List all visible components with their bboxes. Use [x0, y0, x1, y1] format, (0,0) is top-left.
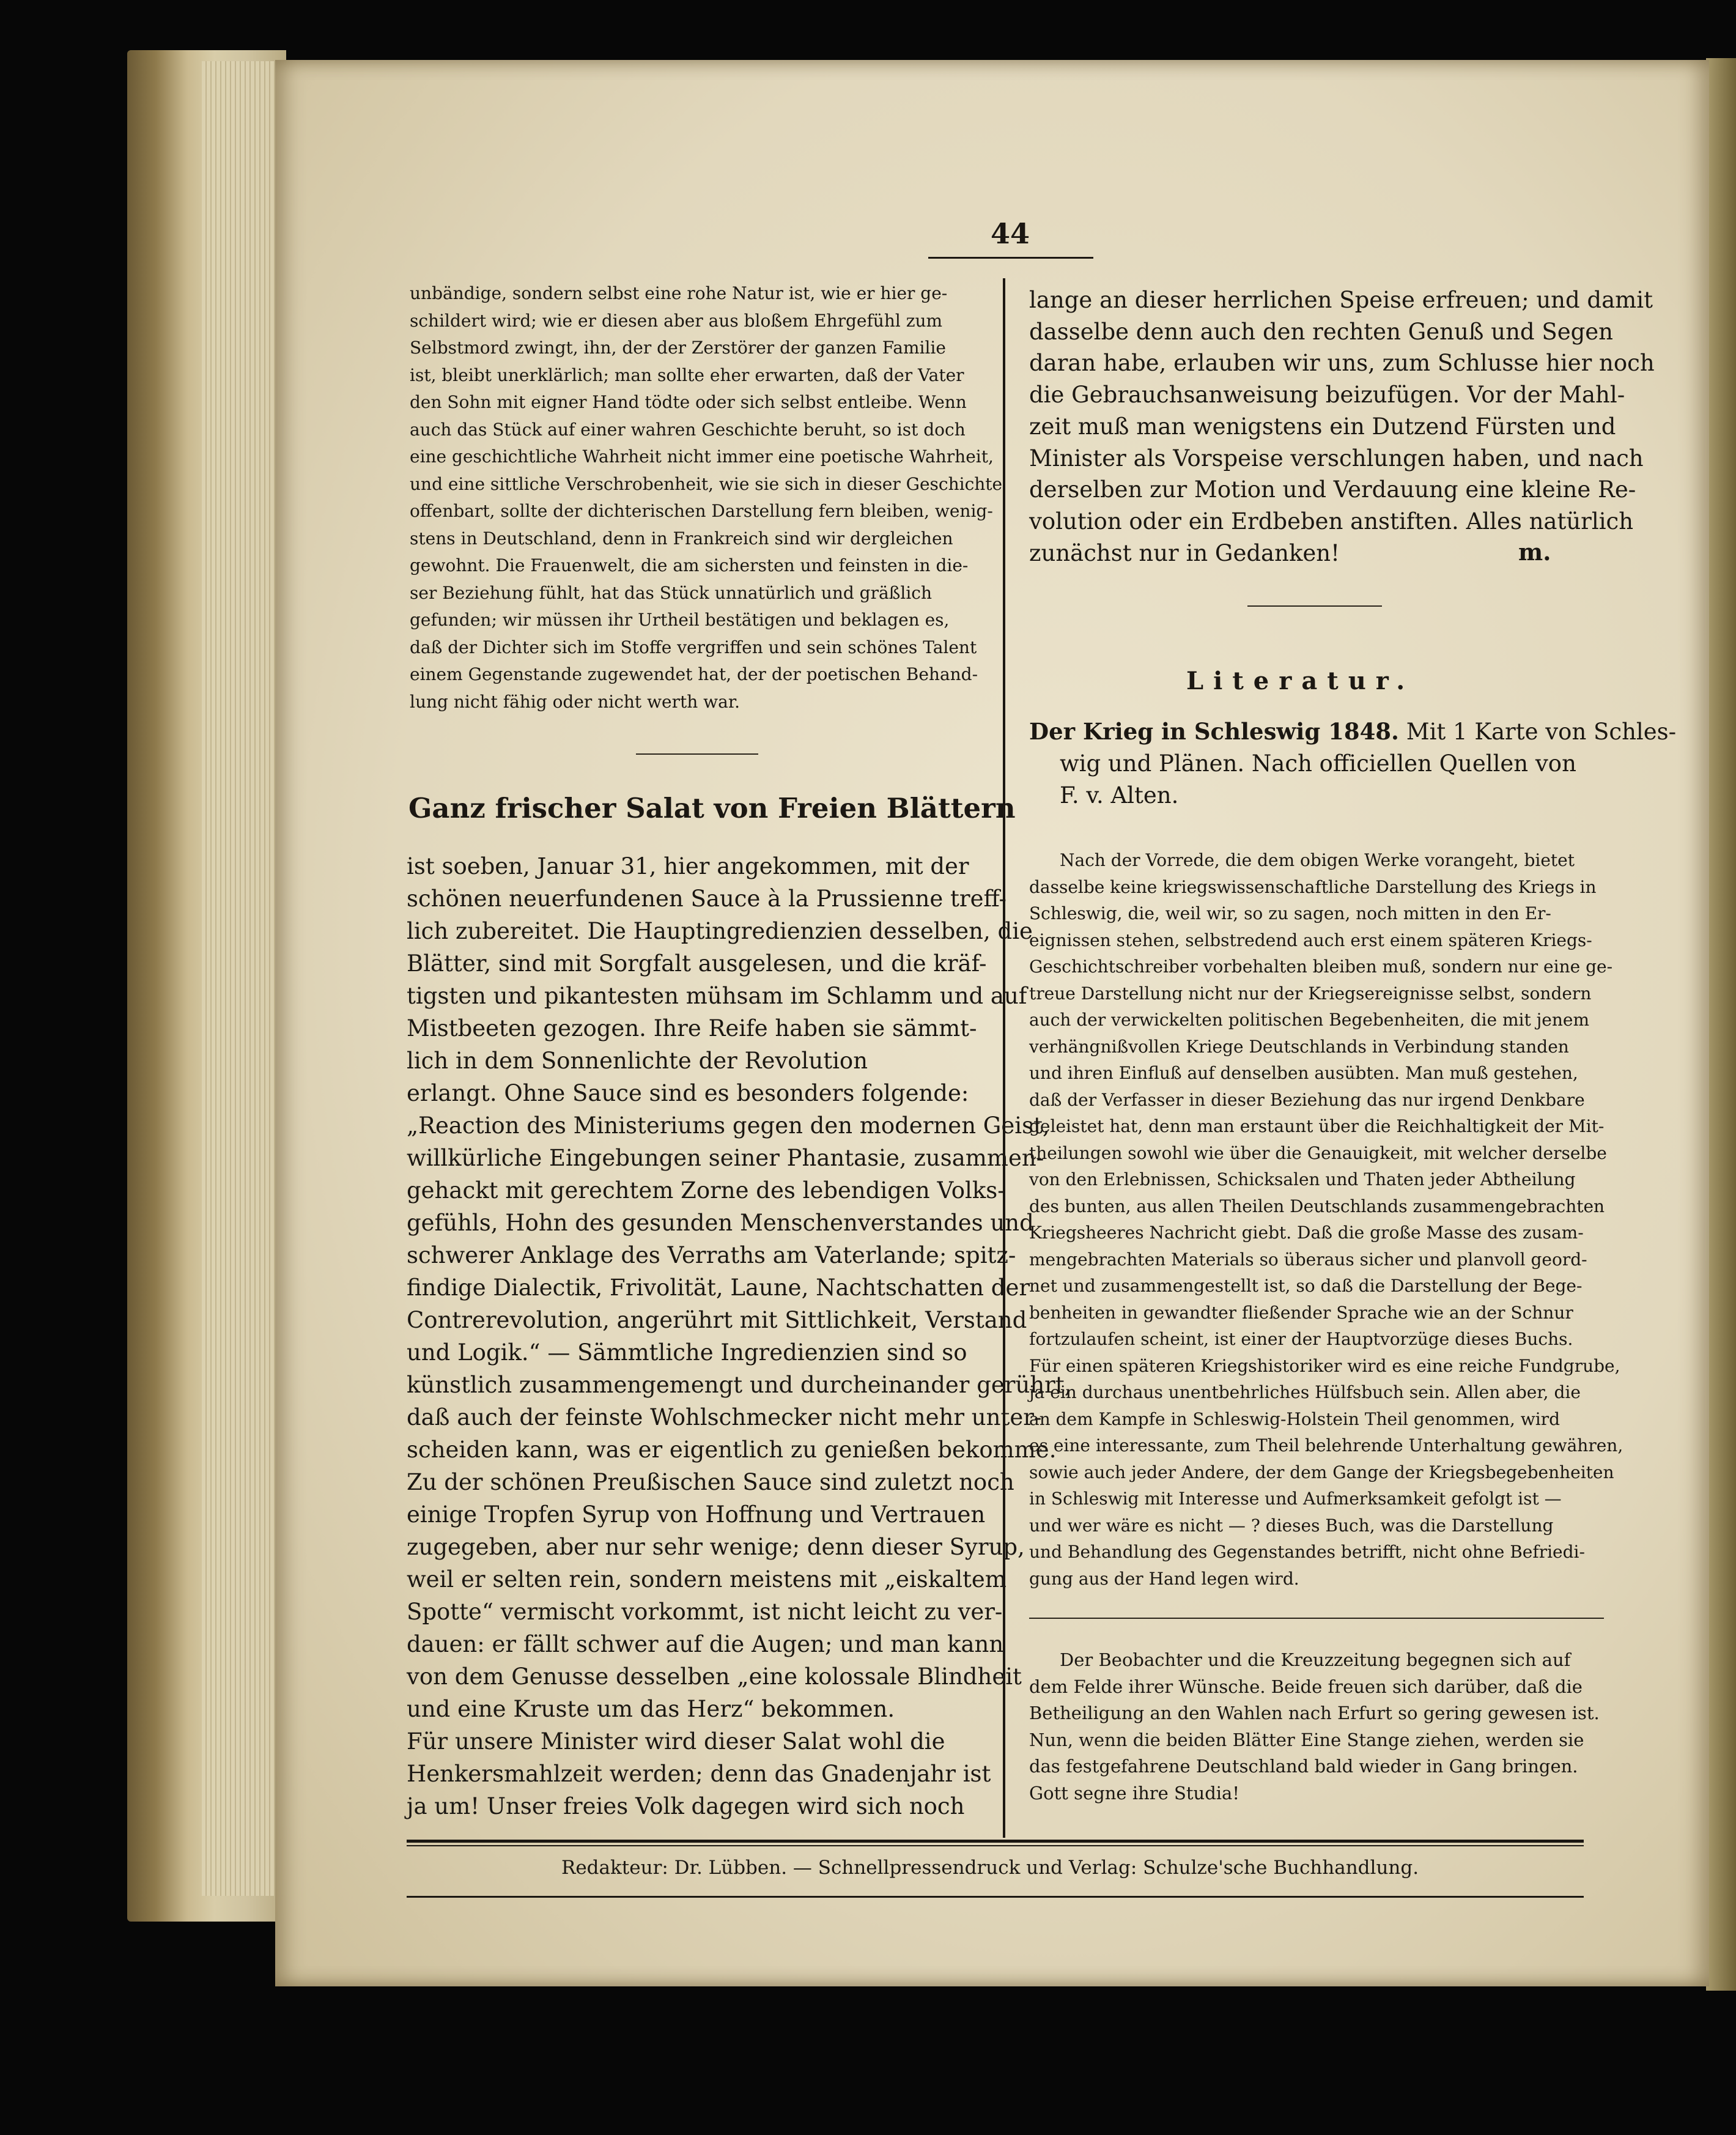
section-divider	[636, 753, 758, 755]
text-line: und Behandlung des Gegenstandes betrifft, nicht ohne Befriedi-	[1029, 1542, 1585, 1562]
text-line: weil er selten rein, sondern meistens mit „eiskaltem	[407, 1566, 1007, 1593]
page-number: 44	[991, 217, 1030, 250]
text-line: den Sohn mit eigner Hand tödte oder sich selbst entleibe. Wenn	[410, 392, 967, 412]
text-line: scheiden kann, was er eigentlich zu genießen bekomme.	[407, 1437, 1057, 1463]
text-line: daß der Dichter sich im Stoffe vergriffen und sein schönes Talent	[410, 637, 977, 657]
footer-rule	[407, 1845, 1584, 1846]
text-line: lich in dem Sonnenlichte der Revolution	[407, 1048, 868, 1074]
salad-article-body	[407, 850, 1071, 1822]
text-line: dem Felde ihrer Wünsche. Beide freuen sich darüber, daß die	[1029, 1676, 1583, 1697]
text-line: fortzulaufen scheint, ist einer der Hauptvorzüge dieses Buchs.	[1029, 1329, 1573, 1349]
text-line: und wer wäre es nicht — ? dieses Buch, was die Darstellung	[1029, 1515, 1554, 1536]
text-line: ja um! Unser freies Volk dagegen wird sich noch	[407, 1793, 965, 1819]
text-line: Für unsere Minister wird dieser Salat wohl die	[407, 1728, 945, 1755]
text-line: ser Beziehung fühlt, hat das Stück unnatürlich und gräßlich	[410, 582, 932, 603]
text-line: erlangt. Ohne Sauce sind es besonders folgende:	[407, 1080, 969, 1106]
review-title-rest: Mit 1 Karte von Schles-	[1398, 719, 1677, 745]
section-heading: Literatur.	[1186, 667, 1415, 695]
text-line: und eine Kruste um das Herz“ bekommen.	[407, 1696, 895, 1722]
text-line: zugegeben, aber nur sehr wenige; denn dieser Syrup,	[407, 1534, 1025, 1560]
left-column-continued-text	[410, 280, 1002, 716]
text-line: es eine interessante, zum Theil belehrende Unterhaltung gewähren,	[1029, 1435, 1623, 1456]
text-line: theilungen sowohl wie über die Genauigkeit, mit welcher derselbe	[1029, 1142, 1607, 1163]
footer-rule	[407, 1896, 1584, 1898]
page-stack	[202, 61, 275, 1896]
text-line: daß der Verfasser in dieser Beziehung das nur irgend Denkbare	[1029, 1089, 1585, 1110]
facing-page-edge	[1706, 58, 1736, 1991]
footer-rule	[407, 1840, 1584, 1843]
text-line: eignissen stehen, selbstredend auch erst einem späteren Kriegs-	[1029, 930, 1592, 950]
text-line: daß auch der feinste Wohlschmecker nicht mehr unter-	[407, 1404, 1042, 1430]
text-line: sowie auch jeder Andere, der dem Gange der Kriegsbegebenheiten	[1029, 1462, 1614, 1482]
text-line: offenbart, sollte der dichterischen Darstellung fern bleiben, wenig-	[410, 501, 993, 521]
text-line: ist soeben, Januar 31, hier angekommen, mit der	[407, 853, 969, 879]
imprint-footer: Redakteur: Dr. Lübben. — Schnellpressendruck und Verlag: Schulze'sche Buchhandlung.	[561, 1857, 1419, 1879]
text-line: ist, bleibt unerklärlich; man sollte eher erwarten, daß der Vater	[410, 364, 964, 385]
text-line: gehackt mit gerechtem Zorne des lebendigen Volks-	[407, 1177, 1005, 1204]
text-line: Der Beobachter und die Kreuzzeitung begegnen sich auf	[1060, 1649, 1571, 1670]
article-headline: Ganz frischer Salat von Freien Blättern	[408, 792, 1016, 824]
text-line: einige Tropfen Syrup von Hoffnung und Vertrauen	[407, 1501, 986, 1528]
text-line: Mistbeeten gezogen. Ihre Reife haben sie sämmt-	[407, 1015, 977, 1042]
text-line: gung aus der Hand legen wird.	[1029, 1568, 1299, 1589]
text-line: und ihren Einfluß auf denselben ausübten. Man muß gestehen,	[1029, 1063, 1578, 1083]
text-line: schildert wird; wie er diesen aber aus bloßem Ehrgefühl zum	[410, 310, 943, 331]
text-line: tigsten und pikantesten mühsam im Schlamm und auf	[407, 983, 1027, 1009]
text-line: Spotte“ vermischt vorkommt, ist nicht leicht zu ver-	[407, 1599, 1003, 1625]
text-line: Contrerevolution, angerührt mit Sittlichkeit, Verstand	[407, 1307, 1027, 1333]
text-line: unbändige, sondern selbst eine rohe Natur ist, wie er hier ge-	[410, 283, 948, 303]
text-line: schwerer Anklage des Verraths am Vaterlande; spitz-	[407, 1242, 1016, 1268]
text-line: Minister als Vorspeise verschlungen haben, und nach	[1029, 445, 1644, 472]
text-line: dauen: er fällt schwer auf die Augen; und man kann	[407, 1631, 1004, 1657]
text-line: ja ein durchaus unentbehrliches Hülfsbuch sein. Allen aber, die	[1029, 1382, 1581, 1402]
text-line: Selbstmord zwingt, ihn, der der Zerstörer der ganzen Familie	[410, 338, 946, 358]
text-line: und eine sittliche Verschrobenheit, wie sie sich in dieser Geschichte	[410, 473, 1003, 494]
text-line: geleistet hat, denn man erstaunt über die Reichhaltigkeit der Mit-	[1029, 1116, 1605, 1136]
text-line: gewohnt. Die Frauenwelt, die am sichersten und feinsten in die-	[410, 555, 969, 575]
text-line: willkürliche Eingebungen seiner Phantasie, zusammen-	[407, 1145, 1044, 1171]
text-line: Gott segne ihre Studia!	[1029, 1782, 1239, 1804]
text-line: an dem Kampfe in Schleswig-Holstein Theil genommen, wird	[1029, 1408, 1560, 1429]
text-line: volution oder ein Erdbeben anstiften. Alles natürlich	[1029, 508, 1634, 535]
text-line: auch der verwickelten politischen Begebenheiten, die mit jenem	[1029, 1010, 1590, 1030]
section-divider	[1029, 1618, 1604, 1619]
review-title	[1029, 716, 1676, 812]
text-line: des bunten, aus allen Theilen Deutschlands zusammengebrachten	[1029, 1196, 1605, 1216]
text-line: eine geschichtliche Wahrheit nicht immer eine poetische Wahrheit,	[410, 446, 994, 467]
text-line: Geschichtschreiber vorbehalten bleiben muß, sondern nur eine ge-	[1029, 956, 1613, 977]
book-review-body	[1029, 847, 1623, 1592]
text-line: von dem Genusse desselben „eine kolossale Blindheit	[407, 1663, 1022, 1690]
text-line: von den Erlebnissen, Schicksalen und Thaten jeder Abtheilung	[1029, 1169, 1576, 1190]
text-line: Schleswig, die, weil wir, so zu sagen, noch mitten in den Er-	[1029, 903, 1551, 923]
text-line: gefühls, Hohn des gesunden Menschenverstandes und	[407, 1210, 1034, 1236]
text-line: Nach der Vorrede, die dem obigen Werke vorangeht, bietet	[1060, 850, 1575, 870]
text-line: mengebrachten Materials so überaus sicher und planvoll geord-	[1029, 1249, 1587, 1270]
text-line: stens in Deutschland, denn in Frankreich sind wir dergleichen	[410, 528, 953, 549]
text-line: net und zusammengestellt ist, so daß die Darstellung der Bege-	[1029, 1276, 1583, 1296]
review-title-line: wig und Plänen. Nach officiellen Quellen von	[1060, 750, 1576, 777]
text-line: Nun, wenn die beiden Blätter Eine Stange ziehen, werden sie	[1029, 1729, 1584, 1750]
text-line: lange an dieser herrlichen Speise erfreuen; und damit	[1029, 287, 1653, 313]
text-line: das festgefahrene Deutschland bald wieder in Gang bringen.	[1029, 1756, 1578, 1777]
text-line: benheiten in gewandter fließender Sprache wie an der Schnur	[1029, 1302, 1573, 1323]
text-line: Blätter, sind mit Sorgfalt ausgelesen, und die kräf-	[407, 950, 987, 977]
text-line: schönen neuerfundenen Sauce à la Prussienne treff-	[407, 886, 1007, 912]
text-line: dasselbe denn auch den rechten Genuß und Segen	[1029, 318, 1614, 345]
review-title-author: F. v. Alten.	[1060, 782, 1179, 808]
text-line: Betheiligung an den Wahlen nach Erfurt so gering gewesen ist.	[1029, 1703, 1600, 1723]
text-line: in Schleswig mit Interesse und Aufmerksamkeit gefolgt ist —	[1029, 1489, 1562, 1509]
text-line: künstlich zusammengemengt und durcheinander gerührt,	[407, 1372, 1072, 1398]
text-line: zeit muß man wenigstens ein Dutzend Fürsten und	[1029, 413, 1616, 440]
news-note-body	[1029, 1647, 1600, 1807]
text-line: findige Dialectik, Frivolität, Laune, Nachtschatten der	[407, 1275, 1030, 1301]
text-line: lung nicht fähig oder nicht werth war.	[410, 691, 741, 712]
right-column-continued-text	[1029, 284, 1655, 569]
text-line: derselben zur Motion und Verdauung eine kleine Re-	[1029, 476, 1636, 503]
text-line: Für einen späteren Kriegshistoriker wird es eine reiche Fundgrube,	[1029, 1355, 1620, 1376]
text-line: Kriegsheeres Nachricht giebt. Daß die große Masse des zusam-	[1029, 1223, 1584, 1243]
text-line: dasselbe keine kriegswissenschaftliche Darstellung des Kriegs in	[1029, 876, 1597, 897]
review-book-title: Der Krieg in Schleswig 1848.	[1029, 718, 1399, 745]
text-line: „Reaction des Ministeriums gegen den modernen Geist,	[407, 1112, 1050, 1139]
author-signature: m.	[1518, 538, 1551, 566]
text-line: die Gebrauchsanweisung beizufügen. Vor der Mahl-	[1029, 382, 1625, 409]
text-line: Zu der schönen Preußischen Sauce sind zuletzt noch	[407, 1469, 1014, 1495]
text-line: verhängnißvollen Kriege Deutschlands in Verbindung standen	[1029, 1036, 1569, 1057]
text-line: treue Darstellung nicht nur der Kriegsereignisse selbst, sondern	[1029, 983, 1592, 1004]
text-line: zunächst nur in Gedanken!	[1029, 539, 1340, 566]
section-divider	[1247, 605, 1382, 607]
text-line: und Logik.“ — Sämmtliche Ingredienzien sind so	[407, 1339, 967, 1366]
text-line: lich zubereitet. Die Hauptingredienzien desselben, die	[407, 918, 1033, 944]
text-line: gefunden; wir müssen ihr Urtheil bestätigen und beklagen es,	[410, 610, 950, 630]
text-line: daran habe, erlauben wir uns, zum Schlusse hier noch	[1029, 350, 1655, 377]
text-line: Henkersmahlzeit werden; denn das Gnadenjahr ist	[407, 1761, 991, 1787]
text-line: auch das Stück auf einer wahren Geschichte beruht, so ist doch	[410, 419, 966, 440]
header-rule	[928, 257, 1093, 259]
text-line: einem Gegenstande zugewendet hat, der der poetischen Behand-	[410, 664, 978, 684]
